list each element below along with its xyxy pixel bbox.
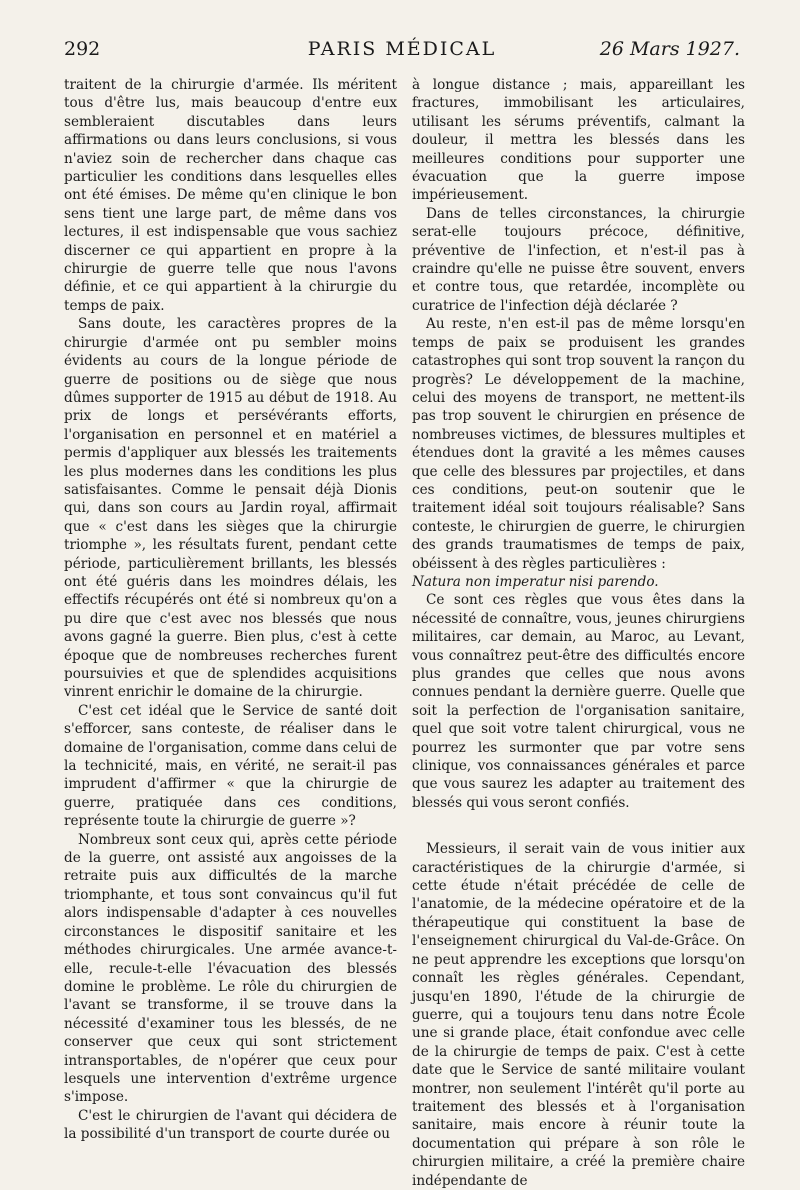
paragraph: Au reste, n'en est-il pas de même lorsqu'en temps de paix se produisent les grandes catastrophes qui sont trop souvent la rançon du progrès? Le développement de la machine, celui des moyens de transport, ne mettent-ils pas trop souvent le chirurgien en présence de nombreuses victimes, de blessures multiples et étendues dont la gravité a les mêmes causes que celle des blessures par projectiles, et dans ces conditions, peut-on soutenir que le traitement idéal soit toujours réalisable? Sans conteste, le chirurgien de guerre, le chirurgien des grands traumatismes de temps de paix, obéissent à des règles particulières : xyxy=(412,316,745,572)
journal-title: PARIS MÉDICAL xyxy=(307,38,497,60)
paragraph: Dans de telles circonstances, la chirurgie serat-elle toujours précoce, définitive, préventive de l'infection, et n'est-il pas à craindre qu'elle ne puisse être souvent, envers et contre tous, que retardée, incomplète ou curatrice de l'infection déjà déclarée ? xyxy=(412,205,745,314)
issue-date: 26 Mars 1927. xyxy=(599,38,740,60)
paragraph: Ce sont ces règles que vous êtes dans la nécessité de connaître, vous, jeunes chirurgiens militaires, car demain, au Maroc, au Levant, vous connaîtrez peut-être des difficultés encore plus grandes que celles que nous avons connues pendant la dernière guerre. Quelle que soit la perfection de l'organisation sanitaire, quel que soit votre talent chirurgical, vous ne pourrez les surmonter que par votre sens clinique, vos connaissances générales et parce que vous saurez les adapter au traitement des blessés qui vous seront confiés. xyxy=(412,592,745,811)
paragraph: Messieurs, il serait vain de vous initier aux caractéristiques de la chirurgie d'armée, si cette étude n'était précédée de celle de l'anatomie, de la médecine opératoire et de la thérapeutique qui constituent la base de l'enseignement chirurgical du Val-de-Grâce. On ne peut apprendre les exceptions que lorsqu'on connaît les règles générales. Cependant, jusqu'en 1890, l'étude de la chirurgie de guerre, qui a toujours tenu dans notre École une si grande place, était confondue avec celle de la chirurgie de temps de paix. C'est à cette date que le Service de santé militaire voulant montrer, non seulement l'intérêt qu'il porte au traitement des blessés et à l'organisation sanitaire, mais encore à réunir toute la documentation qui prépare à son rôle le chirurgien militaire, a créé la première chaire indépendante de xyxy=(412,841,745,1189)
paragraph: C'est le chirurgien de l'avant qui décidera de la possibilité d'un transport de courte durée ou xyxy=(64,1107,397,1143)
paragraph: Sans doute, les caractères propres de la chirurgie d'armée ont pu sembler moins évidents au cours de la longue période de guerre de positions ou de siège que nous dûmes supporter de 1915 au début de 1918. Au prix de longs et persévérants efforts, l'organisation en personnel et en matériel a permis d'appliquer aux blessés les traitements les plus modernes dans les conditions les plus satisfaisantes. Comme le pensait déjà Dionis qui, dans son cours au Jardin royal, affirmait que « c'est dans les sièges que la chirurgie triomphe », les résultats furent, pendant cette période, particulièrement brillants, les blessés ont été guéris dans les moindres délais, les effectifs récupérés ont été si nombreux qu'on a pu dire que c'est avec nos blessés que nous avons gagné la guerre. Bien plus, c'est à cette époque que de nombreuses recherches furent poursuivies et que de splendides acquisitions vinrent enrichir le domaine de la chirurgie. xyxy=(64,316,397,701)
page-number: 292 xyxy=(64,38,101,60)
paragraph: traitent de la chirurgie d'armée. Ils méritent tous d'être lus, mais beaucoup d'entre eux sembleraient discutables dans leurs affirmations ou dans leurs conclusions, si vous n'aviez soin de rechercher dans chaque cas particulier les conditions dans lesquelles elles ont été émises. De même qu'en clinique le bon sens tient une large part, de même dans vos lectures, il est indispensable que vous sachiez discerner ce qui appartient en propre à la chirurgie de guerre telle que nous l'avons définie, et ce qui appartient à la chirurgie du temps de paix. xyxy=(64,77,397,314)
paragraph: Nombreux sont ceux qui, après cette période de la guerre, ont assisté aux angoisses de la retraite puis aux difficultés de la marche triomphante, et tous sont convaincus qu'il fut alors indispensable d'adapter à ces nouvelles circonstances le dispositif sanitaire et les méthodes chirurgicales. Une armée avance-t-elle, recule-t-elle l'évacuation des blessés domine le problème. Le rôle du chirurgien de l'avant se transforme, il se trouve dans la nécessité d'examiner tous les blessés, de ne conserver que ceux qui sont strictement intransportables, de n'opérer que ceux pour lesquels une intervention d'extrême urgence s'impose. xyxy=(64,831,397,1106)
paragraph: à longue distance ; mais, appareillant les fractures, immobilisant les articulaires, utilisant les sérums préventifs, calmant la douleur, il mettra les blessés dans les meilleures conditions pour supporter une évacuation que la guerre impose impérieusement. xyxy=(412,77,745,204)
page-header xyxy=(64,38,740,68)
paragraph: C'est cet idéal que le Service de santé doit s'efforcer, sans conteste, de réaliser dans le domaine de l'organisation, comme dans celui de la technicité, mais, en vérité, ne serait-il pas imprudent d'affirmer « que la chirurgie de guerre, pratiquée dans ces conditions, représente toute la chirurgie de guerre »? xyxy=(64,702,397,830)
right-column xyxy=(412,76,745,1190)
left-column xyxy=(64,76,397,1144)
latin-quote: Natura non imperatur nisi parendo. xyxy=(412,573,659,590)
